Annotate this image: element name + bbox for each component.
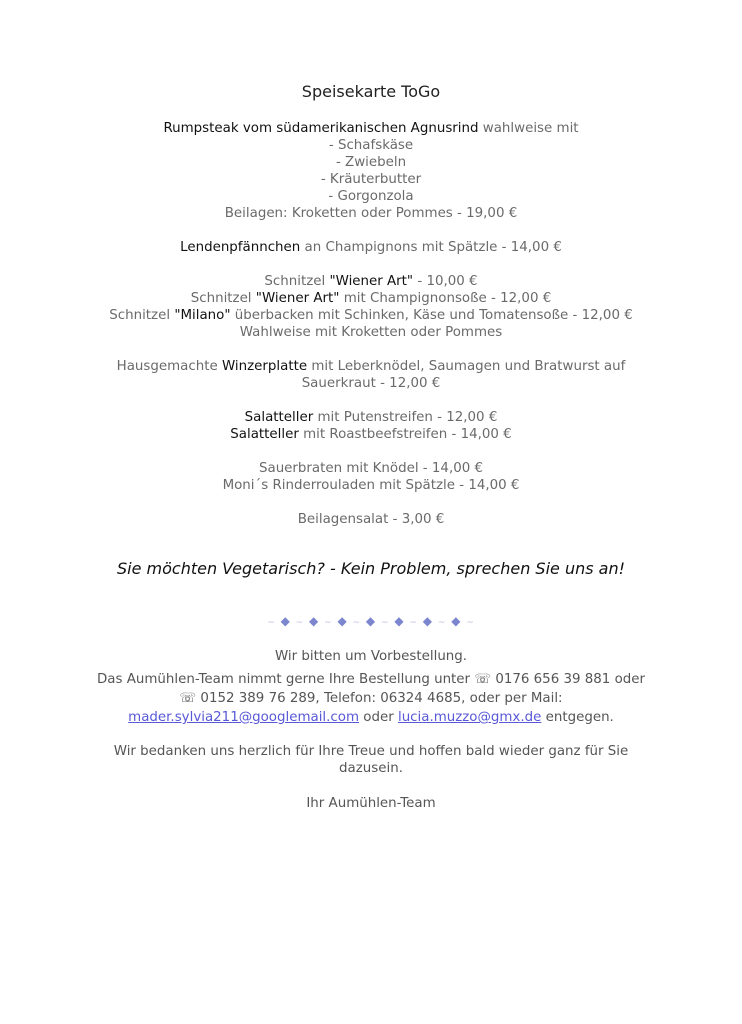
winzer-line [90,358,652,392]
contact-block [88,647,654,727]
schnitzel-block [90,273,652,341]
decorative-divider [0,614,742,628]
thanks-note: Wir bedanken uns herzlich für Ihre Treue und hoffen bald wieder ganz für Sie dazusein. [113,744,629,776]
order-info [88,670,654,727]
salat-detail: mit Roastbeefstreifen - 14,00 € [298,427,512,442]
order-outro: entgegen. [541,710,614,725]
page-title: Speisekarte ToGo [301,82,441,101]
beilagensalat-block [90,511,652,528]
schnitzel-price: - 10,00 € [413,274,478,289]
schnitzel-detail: überbacken mit Schinken, Käse und Tomatensoße - 12,00 € [230,308,633,323]
signature: Ihr Aumühlen-Team [306,796,436,811]
lenden-name: Lendenpfännchen [180,240,301,255]
rumpsteak-suffix: wahlweise mit [478,121,579,136]
order-intro: Das Aumühlen-Team nimmt gerne Ihre Bestellung unter [96,672,475,687]
rumpsteak-option: - Gorgonzola [328,189,414,204]
phone-icon: ☏ [474,672,492,687]
diamond-icon: ◆ [365,614,377,628]
winzer-block [90,358,652,392]
schnitzel-line [90,307,652,324]
diamond-icon: ◆ [394,614,405,628]
lenden-line [90,239,652,256]
vegetarian-note: Sie möchten Vegetarisch? - Kein Problem, sprechen Sie uns an! [116,559,626,578]
lenden-rest: an Champignons mit Spätzle - 14,00 € [300,240,562,255]
wave-glyph: ~ [295,618,305,628]
email-separator: oder [359,710,398,725]
diamond-icon: ◆ [422,614,433,628]
salat-line [90,409,652,426]
schnitzel-pre: Schnitzel [264,274,330,289]
salat-block [90,409,652,443]
lenden-block [90,239,652,256]
schnitzel-line [90,273,652,290]
schnitzel-pre: Schnitzel [109,308,175,323]
rumpsteak-block [90,120,652,222]
schnitzel-name: "Milano" [174,308,231,323]
winzer-name: Winzerplatte [221,359,308,374]
schnitzel-name: "Wiener Art" [329,274,414,289]
wave-glyph: ~ [409,618,418,628]
wave-glyph: ~ [352,618,362,628]
diamond-icon: ◆ [451,614,462,628]
mobile-number-1: 0176 656 39 881 oder [491,672,646,687]
diamond-icon: ◆ [337,614,348,628]
rumpsteak-name: Rumpsteak vom südamerikanischen Agnusrind [163,121,479,136]
wave-glyph: ~ [437,618,447,628]
wave-glyph: ~ [267,618,276,628]
email-link-sylvia[interactable]: mader.sylvia211@googlemail.com [128,710,360,725]
diamond-icon: ◆ [280,614,291,628]
mobile-number-2: 0152 389 76 289, Telefon: 06324 4685, oder per Mail: [196,691,563,706]
rumpsteak-sides: Beilagen: Kroketten oder Pommes - 19,00 € [224,206,518,221]
schnitzel-name: "Wiener Art" [255,291,340,306]
schnitzel-line [90,290,652,307]
wave-glyph: ~ [324,618,333,628]
wave-glyph: ~ [466,618,475,628]
preorder-note: Wir bitten um Vorbestellung. [274,649,468,664]
rumpsteak-option: - Schafskäse [328,138,414,153]
phone-icon: ☏ [179,691,197,706]
email-link-lucia[interactable]: lucia.muzzo@gmx.de [397,710,542,725]
braten-block [90,460,652,494]
schnitzel-pre: Schnitzel [190,291,256,306]
braten-line: Sauerbraten mit Knödel - 14,00 € [258,461,484,476]
menu-list [90,120,652,545]
schnitzel-detail: mit Champignonsoße - 12,00 € [339,291,552,306]
rouladen-line: Moni´s Rinderrouladen mit Spätzle - 14,00 € [222,478,520,493]
salat-name: Salatteller [244,410,314,425]
rumpsteak-option: - Kräuterbutter [320,172,422,187]
winzer-pre: Hausgemachte [116,359,222,374]
salat-name: Salatteller [230,427,299,442]
salat-detail: mit Putenstreifen - 12,00 € [313,410,498,425]
winzer-post: mit Leberknödel, Saumagen und Bratwurst auf Sauerkraut - 12,00 € [301,359,626,391]
schnitzel-sides: Wahlweise mit Kroketten oder Pommes [239,325,503,340]
wave-glyph: ~ [380,618,390,628]
beilagensalat-line: Beilagensalat - 3,00 € [297,512,445,527]
salat-line [90,426,652,443]
rumpsteak-option: - Zwiebeln [335,155,407,170]
diamond-icon: ◆ [309,614,320,628]
rumpsteak-line [90,120,652,137]
